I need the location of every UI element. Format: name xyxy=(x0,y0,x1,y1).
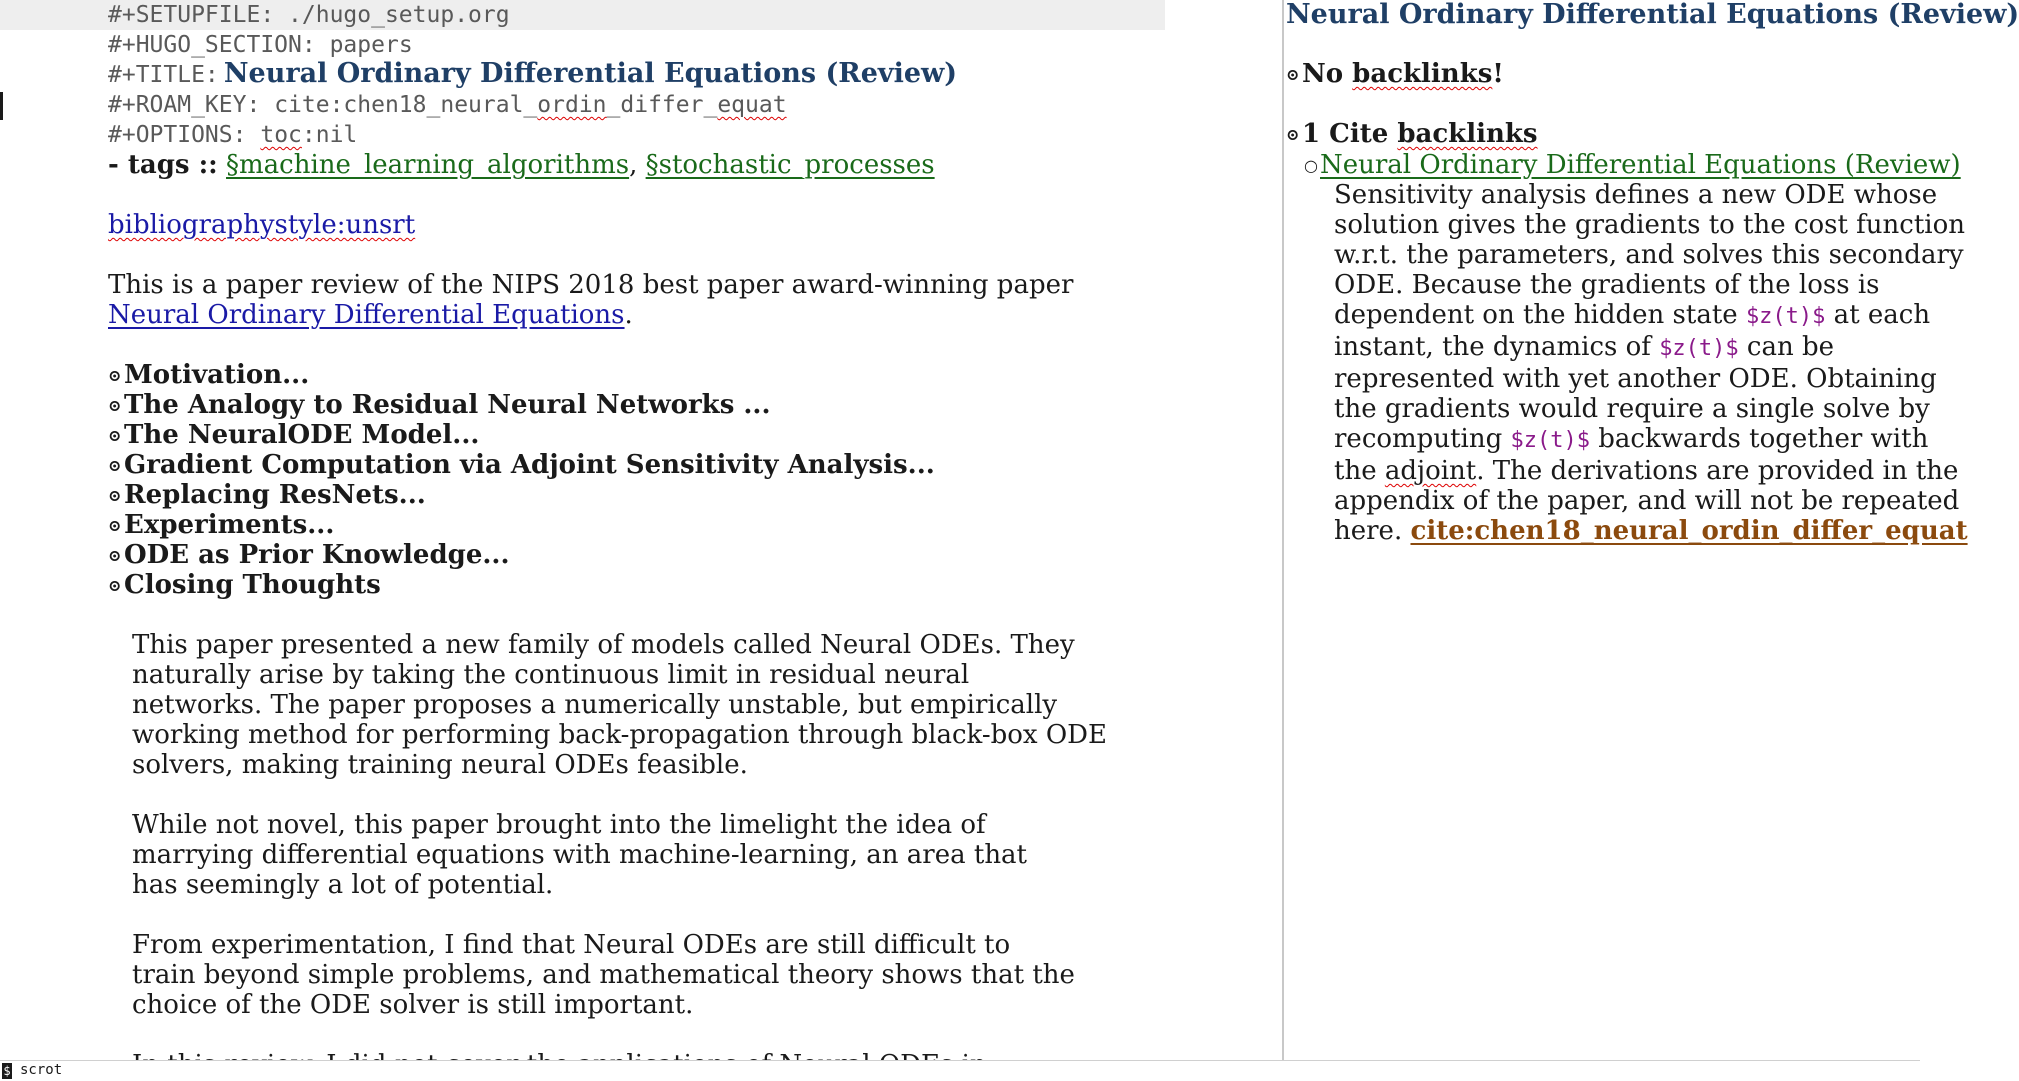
fold-bullet-icon: ⊙ xyxy=(108,576,122,595)
tags-separator: , xyxy=(629,150,638,180)
roam-key: #+ROAM_KEY: xyxy=(108,92,261,118)
backlinks-title: Neural Ordinary Differential Equations (Review) xyxy=(1286,0,2019,30)
setupfile-value[interactable]: ./hugo_setup.org xyxy=(288,2,510,28)
document-title: Neural Ordinary Differential Equations (Review) xyxy=(223,58,958,89)
math-z-t: $z(t)$ xyxy=(1659,336,1739,361)
no-backlinks-heading[interactable]: ⊙No backlinks! xyxy=(1286,59,1504,89)
options-value: toc:nil xyxy=(260,122,358,148)
options-line[interactable] xyxy=(108,120,357,150)
heading-replacing-resnets[interactable]: ⊙Replacing ResNets... xyxy=(108,480,426,510)
hugo-section-key: #+HUGO_SECTION: xyxy=(108,32,316,58)
fold-bullet-icon: ⊙ xyxy=(108,486,122,505)
fold-bullet-icon: ⊙ xyxy=(108,396,122,415)
backlink-snippet: Sensitivity analysis defines a new ODE whose solution gives the gradients to the cost function w.r.t. the parameters, and solves this secondary ODE. Because the gradients of the loss is dependent on the hidden state $z(t)$ at each instant, the dynamics of $z(t)$ can be represented with yet another ODE. Obtaining the gradients would require a single solve by recomputing $z(t)$ backwards together with the adjoint. The derivations are provided in the appendix of the paper, and will not be repeated here. cite:chen18_neural_ordin_differ_equat xyxy=(1334,180,1968,546)
heading-closing-thoughts[interactable]: ⊙Closing Thoughts xyxy=(108,570,381,600)
intro-line-2: Neural Ordinary Differential Equations. xyxy=(108,300,633,330)
roam-value: cite:chen18_neural_ordin_differ_equat xyxy=(274,92,787,118)
bibstyle-line xyxy=(108,210,415,240)
fold-bullet-icon: ⊙ xyxy=(1286,65,1300,84)
text-cursor xyxy=(0,92,3,120)
setupfile-key: #+SETUPFILE: xyxy=(108,2,275,28)
fold-bullet-icon: ⊙ xyxy=(108,366,122,385)
intro-line-1: This is a paper review of the NIPS 2018 best paper award-winning paper xyxy=(108,270,1074,300)
heading-gradient-computation[interactable]: ⊙Gradient Computation via Adjoint Sensitivity Analysis... xyxy=(108,450,935,480)
title-key: #+TITLE: xyxy=(108,62,219,88)
heading-analogy[interactable]: ⊙The Analogy to Residual Neural Networks ... xyxy=(108,390,771,420)
fold-bullet-icon: ⊙ xyxy=(108,456,122,475)
hugo-section-value: papers xyxy=(329,32,413,58)
heading-experiments[interactable]: ⊙Experiments... xyxy=(108,510,335,540)
fold-bullet-icon: ⊙ xyxy=(108,426,122,445)
backlinks-pane[interactable] xyxy=(1284,0,2019,1060)
tag-link-stochastic[interactable]: §stochastic_processes xyxy=(645,150,935,180)
heading-motivation[interactable]: ⊙Motivation... xyxy=(108,360,310,390)
minibuffer[interactable] xyxy=(0,1060,1920,1081)
paper-link[interactable]: Neural Ordinary Differential Equations xyxy=(108,300,625,330)
closing-paragraph-2: While not novel, this paper brought into the limelight the idea of marrying differential equations with machine-learning, an area that has seemingly a lot of potential. xyxy=(132,810,1028,900)
tag-link-ml[interactable]: §machine_learning_algorithms xyxy=(226,150,630,180)
fold-bullet-icon: ⊙ xyxy=(1286,125,1300,144)
setupfile-line[interactable] xyxy=(0,0,1165,30)
heading-neuralode-model[interactable]: ⊙The NeuralODE Model... xyxy=(108,420,480,450)
heading-ode-prior[interactable]: ⊙ODE as Prior Knowledge... xyxy=(108,540,510,570)
bibstyle-link[interactable]: bibliographystyle:unsrt xyxy=(108,210,416,240)
roam-key-line[interactable] xyxy=(108,90,787,120)
tags-line xyxy=(108,150,935,180)
fold-bullet-icon: ⊙ xyxy=(108,546,122,565)
cite-link[interactable]: cite:chen18_neural_ordin_differ_equat xyxy=(1410,516,1968,546)
prompt-icon: $ xyxy=(3,1064,11,1078)
command-text: scrot xyxy=(20,1062,63,1078)
circle-bullet-icon: ○ xyxy=(1304,156,1318,175)
options-key: #+OPTIONS: xyxy=(108,122,247,148)
closing-paragraph-1: This paper presented a new family of models called Neural ODEs. They naturally arise by taking the continuous limit in residual neural networks. The paper proposes a numerically unstable, but empirically working method for performing back-propagation through black-box ODE solvers, making training neural ODEs feasible. xyxy=(132,630,1107,780)
closing-paragraph-3: From experimentation, I find that Neural ODEs are still difficult to train beyond simple problems, and mathematical theory shows that the choice of the ODE solver is still important. xyxy=(132,930,1075,1020)
math-z-t: $z(t)$ xyxy=(1510,428,1590,453)
title-line[interactable] xyxy=(108,58,957,93)
cite-backlinks-heading[interactable]: ⊙1 Cite backlinks xyxy=(1286,119,1538,149)
tags-prefix: - tags :: xyxy=(108,150,218,180)
backlink-entry xyxy=(1304,150,1961,181)
math-z-t: $z(t)$ xyxy=(1745,304,1826,329)
backlink-entry-link[interactable]: Neural Ordinary Differential Equations (Review) xyxy=(1320,150,1961,180)
fold-bullet-icon: ⊙ xyxy=(108,516,122,535)
hugo-section-line[interactable] xyxy=(108,30,413,60)
